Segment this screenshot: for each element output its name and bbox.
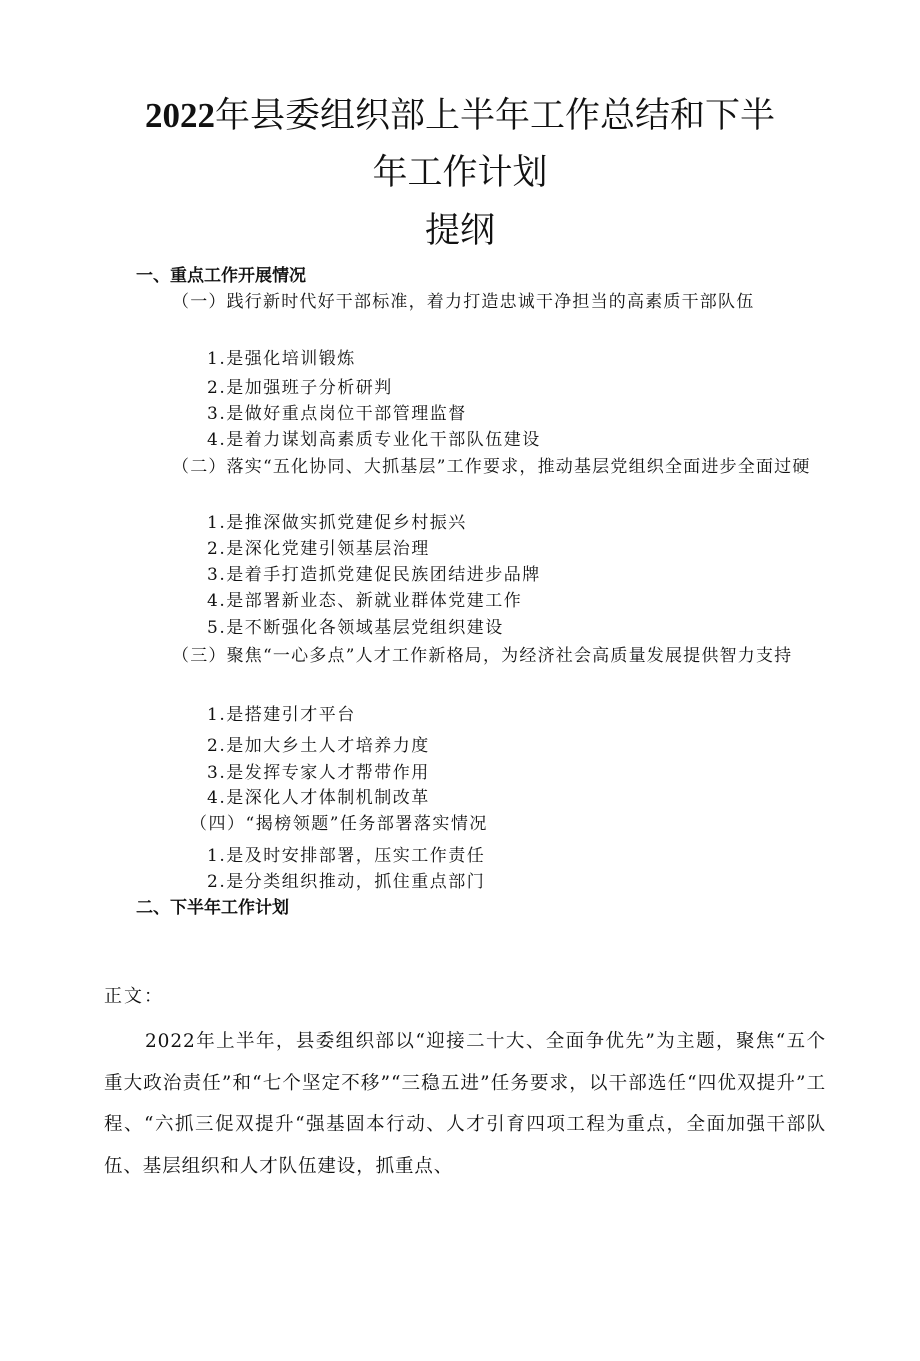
document-title	[0, 96, 920, 136]
list-item: 2.是深化党建引领基层治理	[207, 539, 430, 559]
list-item: 4.是着力谋划高素质专业化干部队伍建设	[207, 430, 541, 450]
outline-label: 提纲	[424, 211, 495, 251]
list-item: 5.是不断强化各领域基层党组织建设	[207, 618, 504, 638]
body-paragraph: 2022年上半年，县委组织部以“迎接二十大、全面争优先”为主题，聚焦“五个重大政治责任”和“七个坚定不移”“三稳五进”任务要求，以干部选任“四优双提升”工程、“六抓三促双提升“强基固本行动、人才引育四项工程为重点，全面加强干部队伍、基层组织和人才队伍建设，抓重点、	[104, 1031, 826, 1177]
list-item: 2.是加大乡土人才培养力度	[207, 736, 430, 756]
list-item: 4.是部署新业态、新就业群体党建工作	[207, 591, 523, 611]
section-heading-2: 二、下半年工作计划	[136, 898, 289, 918]
subsection-heading-4: （四）“揭榜领题”任务部署落实情况	[190, 814, 488, 834]
list-item: 1.是强化培训锻炼	[207, 349, 356, 369]
list-item: 1.是搭建引才平台	[207, 705, 356, 725]
section-heading-1: 一、重点工作开展情况	[136, 266, 306, 286]
list-item: 3.是发挥专家人才帮带作用	[207, 763, 430, 783]
subsection-heading-1: （一）践行新时代好干部标准，着力打造忠诚干净担当的高素质干部队伍	[172, 292, 755, 312]
list-item: 3.是做好重点岗位干部管理监督	[207, 404, 467, 424]
list-item: 1.是推深做实抓党建促乡村振兴	[207, 513, 467, 533]
list-item: 2.是加强班子分析研判	[207, 378, 393, 398]
body-label: 正文：	[104, 986, 164, 1007]
list-item: 2.是分类组织推动，抓住重点部门	[207, 872, 486, 892]
list-item: 4.是深化人才体制机制改革	[207, 788, 430, 808]
document-title-line2: 年工作计划	[372, 153, 548, 193]
list-item: 1.是及时安排部署，压实工作责任	[207, 846, 486, 866]
list-item: 3.是着手打造抓党建促民族团结进步品牌	[207, 565, 541, 585]
title-year: 2022	[144, 96, 215, 135]
title-text: 年县委组织部上半年工作总结和下半	[214, 96, 775, 136]
subsection-heading-2: （二）落实“五化协同、大抓基层”工作要求，推动基层党组织全面进步全面过硬	[172, 457, 811, 477]
subsection-heading-3: （三）聚焦“一心多点”人才工作新格局，为经济社会高质量发展提供智力支持	[172, 646, 793, 666]
